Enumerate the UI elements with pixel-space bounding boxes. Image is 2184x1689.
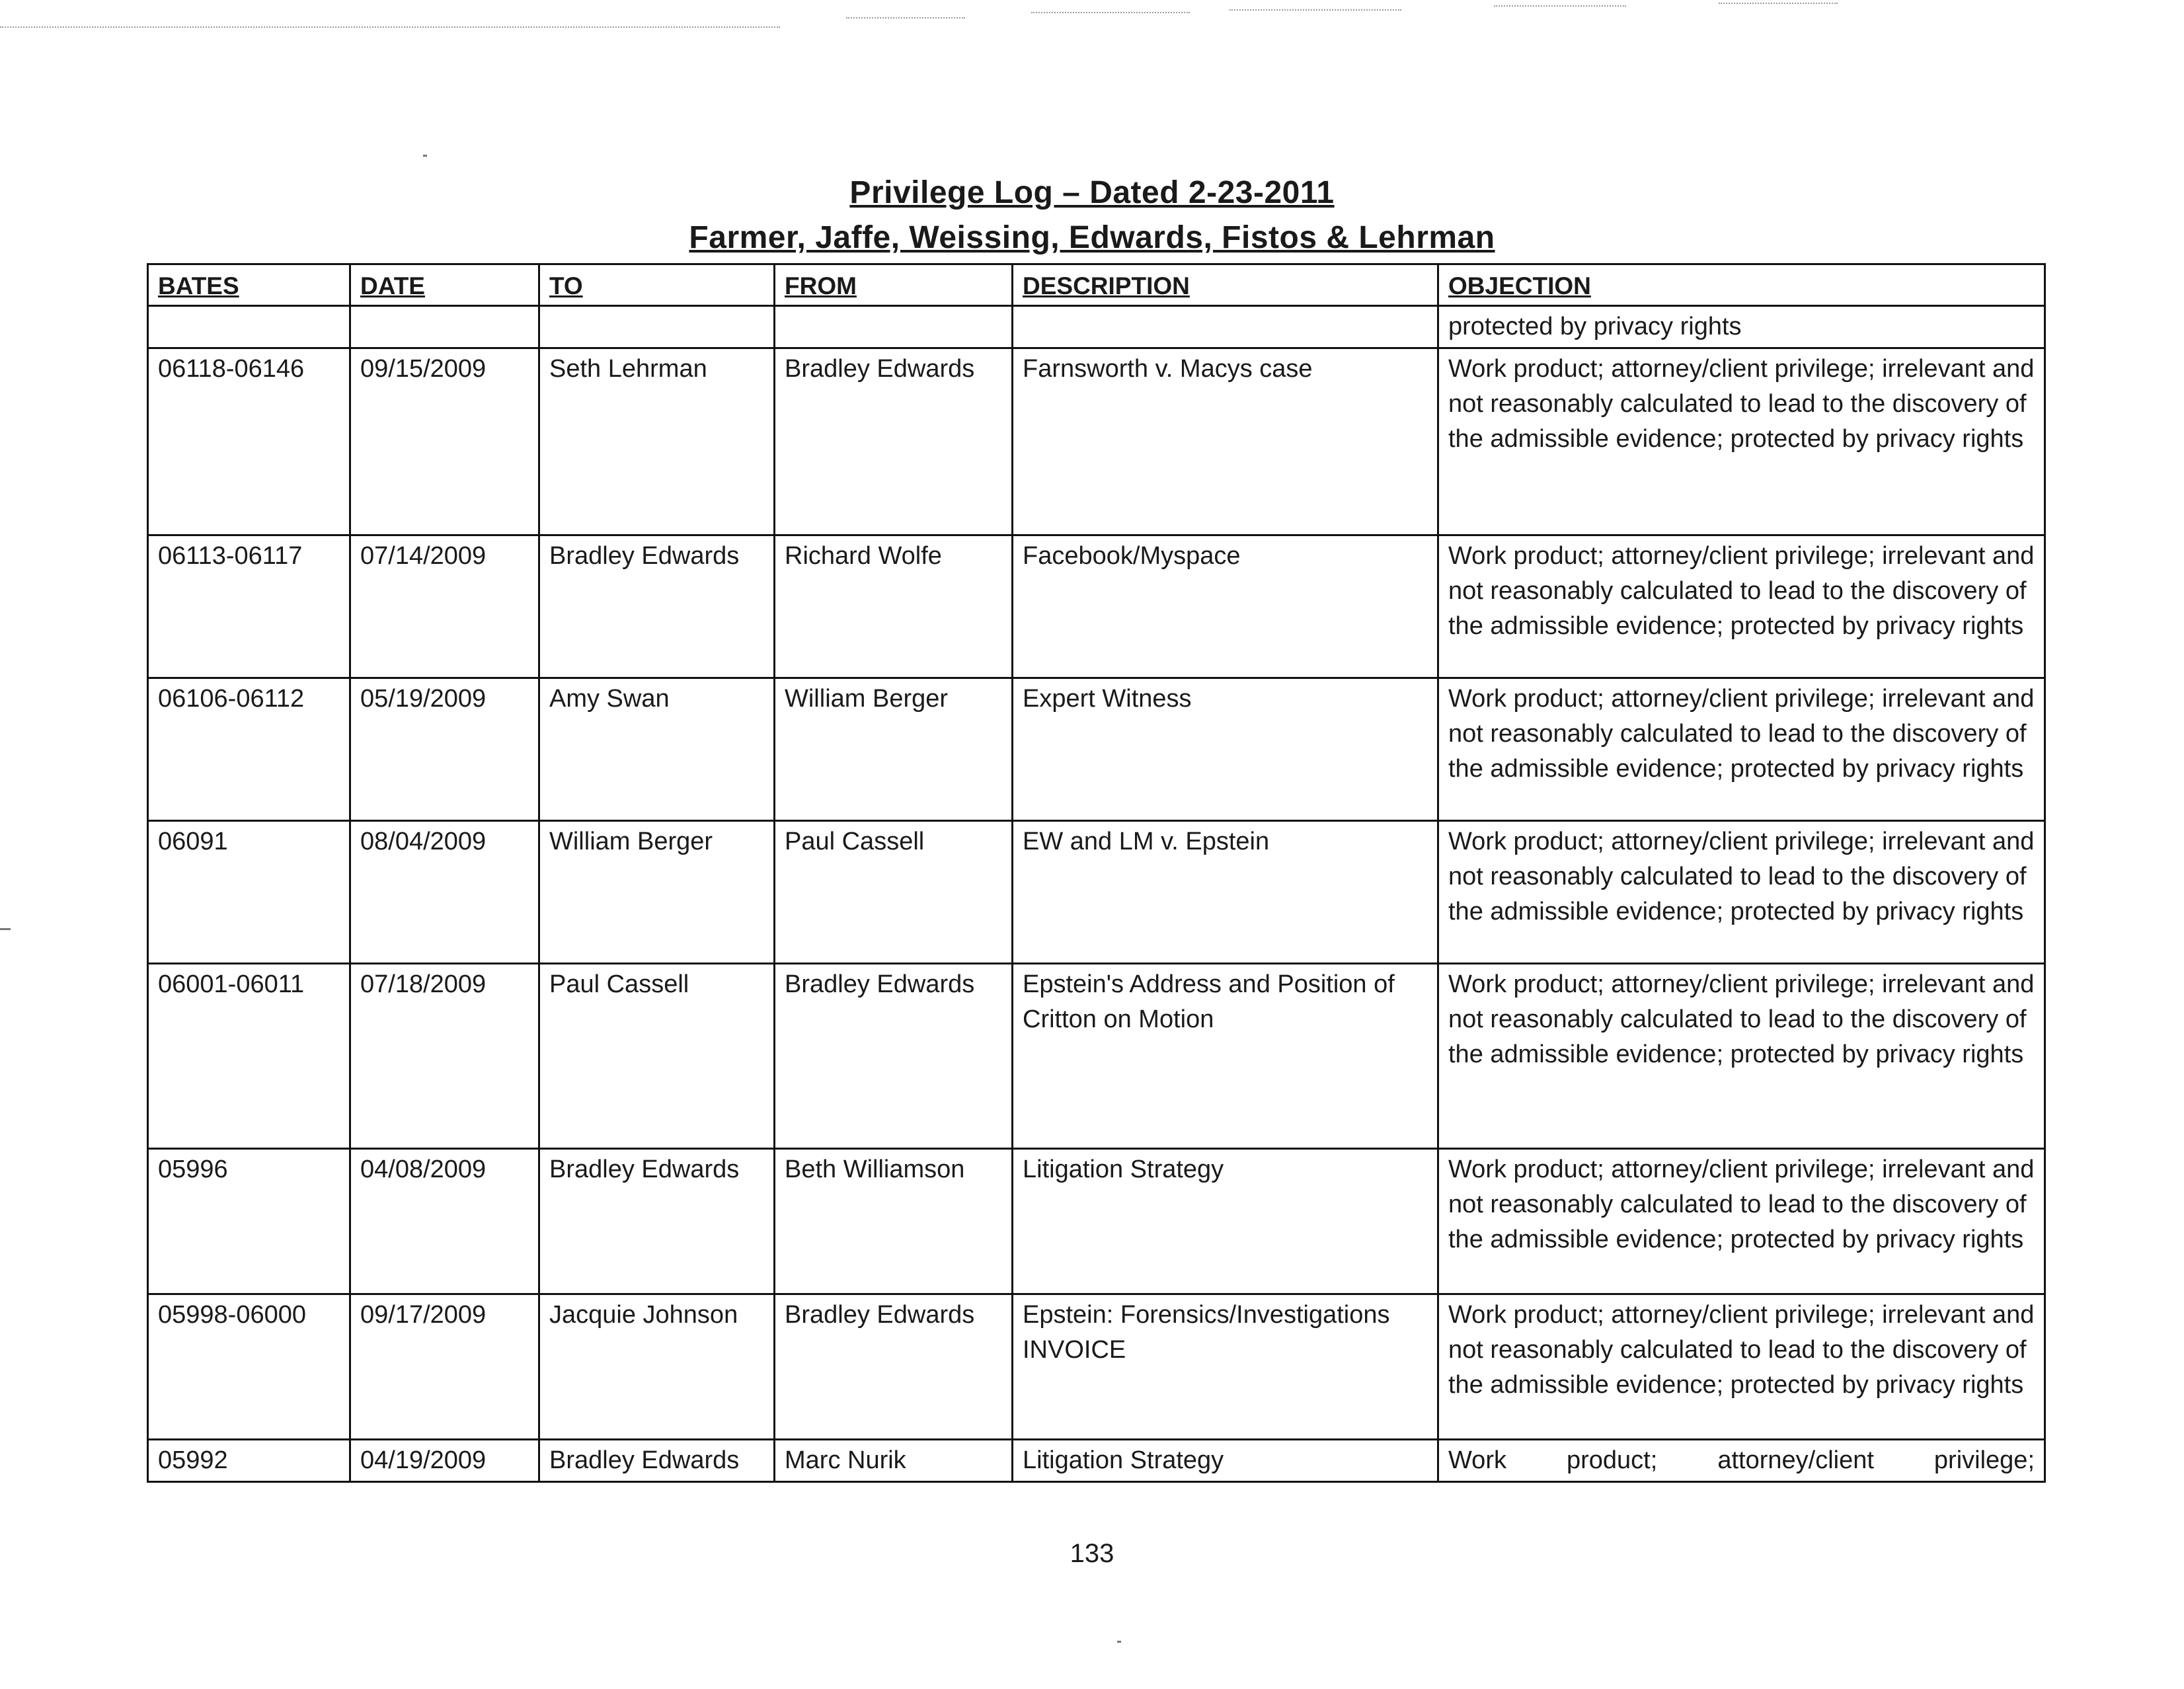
table-row (148, 1440, 2045, 1482)
cell-bates: 05996 (148, 1149, 350, 1294)
cell-empty (148, 306, 350, 348)
cell-from: Bradley Edwards (775, 348, 1013, 535)
scan-artifact (1494, 5, 1626, 7)
carryover-row (148, 306, 2045, 348)
cell-from: Bradley Edwards (775, 964, 1013, 1149)
table-row (148, 348, 2045, 535)
cell-date: 07/18/2009 (350, 964, 539, 1149)
cell-to: Seth Lehrman (539, 348, 775, 535)
table-row (148, 535, 2045, 678)
cell-objection: Work product; attorney/client privilege; irrelevant and not reasonably calculated to lead to the discovery of the admissible evidence; protected by privacy rights (1438, 1149, 2045, 1294)
title-line-2: Farmer, Jaffe, Weissing, Edwards, Fistos & Lehrman (689, 220, 1495, 255)
cell-from: Richard Wolfe (775, 535, 1013, 678)
cell-objection: Work product; attorney/client privilege; irrelevant and not reasonably calculated to lead to the discovery of the admissible evidence; protected by privacy rights (1438, 821, 2045, 964)
header-description: DESCRIPTION (1013, 264, 1438, 306)
cell-empty (350, 306, 539, 348)
cell-to: Bradley Edwards (539, 1440, 775, 1482)
scan-artifact (0, 26, 780, 28)
cell-to: Jacquie Johnson (539, 1294, 775, 1440)
cell-empty (1013, 306, 1438, 348)
cell-objection: Work product; attorney/client privilege; (1438, 1440, 2045, 1482)
cell-date: 05/19/2009 (350, 678, 539, 821)
cell-empty (775, 306, 1013, 348)
cell-description: Farnsworth v. Macys case (1013, 348, 1438, 535)
table-row (148, 1294, 2045, 1440)
cell-from: Bradley Edwards (775, 1294, 1013, 1440)
scan-speck (0, 928, 11, 930)
cell-date: 09/15/2009 (350, 348, 539, 535)
header-bates: BATES (148, 264, 350, 306)
scan-speck (423, 155, 427, 157)
page-number: 133 (1070, 1539, 1114, 1568)
cell-to: Paul Cassell (539, 964, 775, 1149)
cell-bates: 06001-06011 (148, 964, 350, 1149)
header-from: FROM (775, 264, 1013, 306)
scan-artifact (1719, 3, 1838, 4)
header-to: TO (539, 264, 775, 306)
cell-to: Bradley Edwards (539, 535, 775, 678)
cell-date: 09/17/2009 (350, 1294, 539, 1440)
document-title (0, 171, 2184, 260)
table-row (148, 964, 2045, 1149)
table-row (148, 821, 2045, 964)
scan-artifact (1229, 9, 1401, 11)
cell-description: Facebook/Myspace (1013, 535, 1438, 678)
cell-objection: Work product; attorney/client privilege; irrelevant and not reasonably calculated to lead to the discovery of the admissible evidence; protected by privacy rights (1438, 1294, 2045, 1440)
scan-artifact (1031, 12, 1190, 13)
cell-from: Beth Williamson (775, 1149, 1013, 1294)
cell-date: 04/08/2009 (350, 1149, 539, 1294)
cell-objection: Work product; attorney/client privilege; irrelevant and not reasonably calculated to lead to the discovery of the admissible evidence; protected by privacy rights (1438, 348, 2045, 535)
cell-to: Bradley Edwards (539, 1149, 775, 1294)
cell-bates: 06118-06146 (148, 348, 350, 535)
scan-speck (1117, 1641, 1121, 1643)
privilege-log-table (147, 263, 2046, 1483)
cell-objection: Work product; attorney/client privilege; irrelevant and not reasonably calculated to lead to the discovery of the admissible evidence; protected by privacy rights (1438, 535, 2045, 678)
cell-objection: Work product; attorney/client privilege; irrelevant and not reasonably calculated to lead to the discovery of the admissible evidence; protected by privacy rights (1438, 678, 2045, 821)
header-objection: OBJECTION (1438, 264, 2045, 306)
cell-description: Epstein: Forensics/Investigations INVOICE (1013, 1294, 1438, 1440)
cell-description: Litigation Strategy (1013, 1440, 1438, 1482)
cell-description: Epstein's Address and Position of Critton on Motion (1013, 964, 1438, 1149)
cell-to: William Berger (539, 821, 775, 964)
cell-date: 04/19/2009 (350, 1440, 539, 1482)
cell-description: EW and LM v. Epstein (1013, 821, 1438, 964)
cell-description: Litigation Strategy (1013, 1149, 1438, 1294)
cell-date: 07/14/2009 (350, 535, 539, 678)
table-row (148, 678, 2045, 821)
cell-date: 08/04/2009 (350, 821, 539, 964)
cell-bates: 06091 (148, 821, 350, 964)
cell-bates: 05992 (148, 1440, 350, 1482)
cell-to: Amy Swan (539, 678, 775, 821)
cell-from: William Berger (775, 678, 1013, 821)
header-date: DATE (350, 264, 539, 306)
cell-bates: 06113-06117 (148, 535, 350, 678)
cell-objection: Work product; attorney/client privilege; irrelevant and not reasonably calculated to lead to the discovery of the admissible evidence; protected by privacy rights (1438, 964, 2045, 1149)
table-header-row (148, 264, 2045, 306)
cell-bates: 06106-06112 (148, 678, 350, 821)
table-row (148, 1149, 2045, 1294)
cell-description: Expert Witness (1013, 678, 1438, 821)
scan-artifact (846, 17, 965, 19)
cell-from: Paul Cassell (775, 821, 1013, 964)
cell-objection: protected by privacy rights (1438, 306, 2045, 348)
cell-empty (539, 306, 775, 348)
title-line-1: Privilege Log – Dated 2-23-2011 (849, 175, 1335, 210)
cell-bates: 05998-06000 (148, 1294, 350, 1440)
cell-from: Marc Nurik (775, 1440, 1013, 1482)
